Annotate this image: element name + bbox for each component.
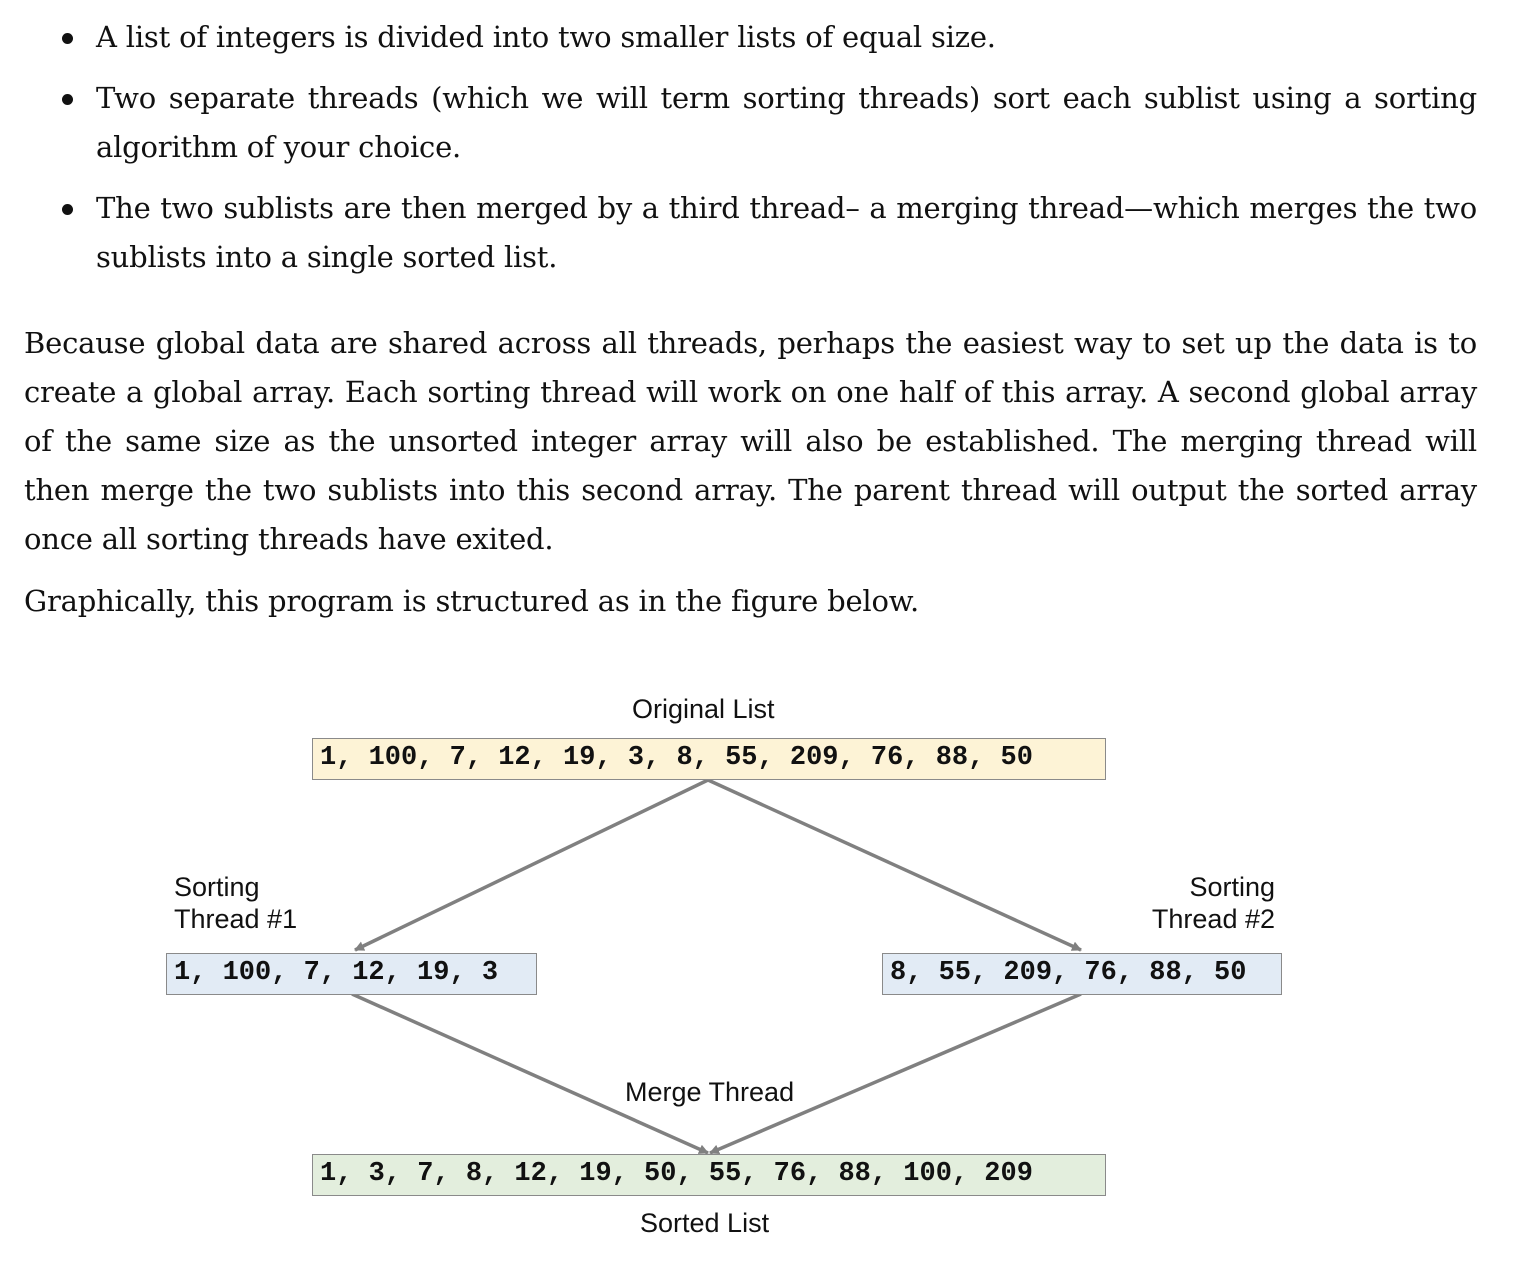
arrow-original-to-thread2: [708, 780, 1081, 950]
sorting-thread-2-label: Sorting Thread #2: [1151, 872, 1275, 934]
arrow-thread1-to-sorted: [352, 994, 708, 1153]
thread2-sublist-box: 8, 55, 209, 76, 88, 50: [882, 953, 1282, 995]
merge-thread-label: Merge Thread: [625, 1077, 795, 1107]
bullet-dot: [62, 204, 73, 215]
sorting-thread-1-label: Sorting Thread #1: [174, 872, 298, 934]
bullet-list: [24, 13, 1477, 282]
thread-diagram: [0, 640, 1514, 1278]
bullet-item: [24, 74, 1477, 172]
thread1-sublist-box: 1, 100, 7, 12, 19, 3: [166, 953, 537, 995]
paragraph-global-data: Because global data are shared across all threads, perhaps the easiest way to set up the data is to create a global array. Each sorting thread will work on one half of this array. A second global array of the same size as the unsorted integer array will also be established. The merging thread will then merge the two sublists into this second array. The parent thread will output the sorted array once all sorting threads have exited.: [24, 326, 1477, 556]
bullet-item: [24, 13, 1477, 62]
bullet-dot: [62, 94, 73, 105]
sorted-list-box: 1, 3, 7, 8, 12, 19, 50, 55, 76, 88, 100, 209: [312, 1154, 1106, 1196]
original-list-label: Original List: [632, 694, 775, 724]
original-list-box: 1, 100, 7, 12, 19, 3, 8, 55, 209, 76, 88, 50: [312, 738, 1106, 780]
sorted-list-label: Sorted List: [640, 1208, 770, 1238]
paragraph-figure-intro: Graphically, this program is structured as in the figure below.: [24, 584, 919, 618]
bullet-text: A list of integers is divided into two smaller lists of equal size.: [96, 20, 996, 54]
arrow-original-to-thread1: [355, 780, 708, 950]
bullet-item: [24, 184, 1477, 282]
bullet-text: Two separate threads (which we will term sorting threads) sort each sublist using a sorting algorithm of your choice.: [96, 81, 1477, 164]
document-body: [24, 0, 1477, 626]
bullet-text: The two sublists are then merged by a third thread– a merging thread—which merges the two sublists into a single sorted list.: [96, 191, 1477, 274]
bullet-dot: [62, 33, 73, 44]
arrow-thread2-to-sorted: [710, 994, 1081, 1153]
